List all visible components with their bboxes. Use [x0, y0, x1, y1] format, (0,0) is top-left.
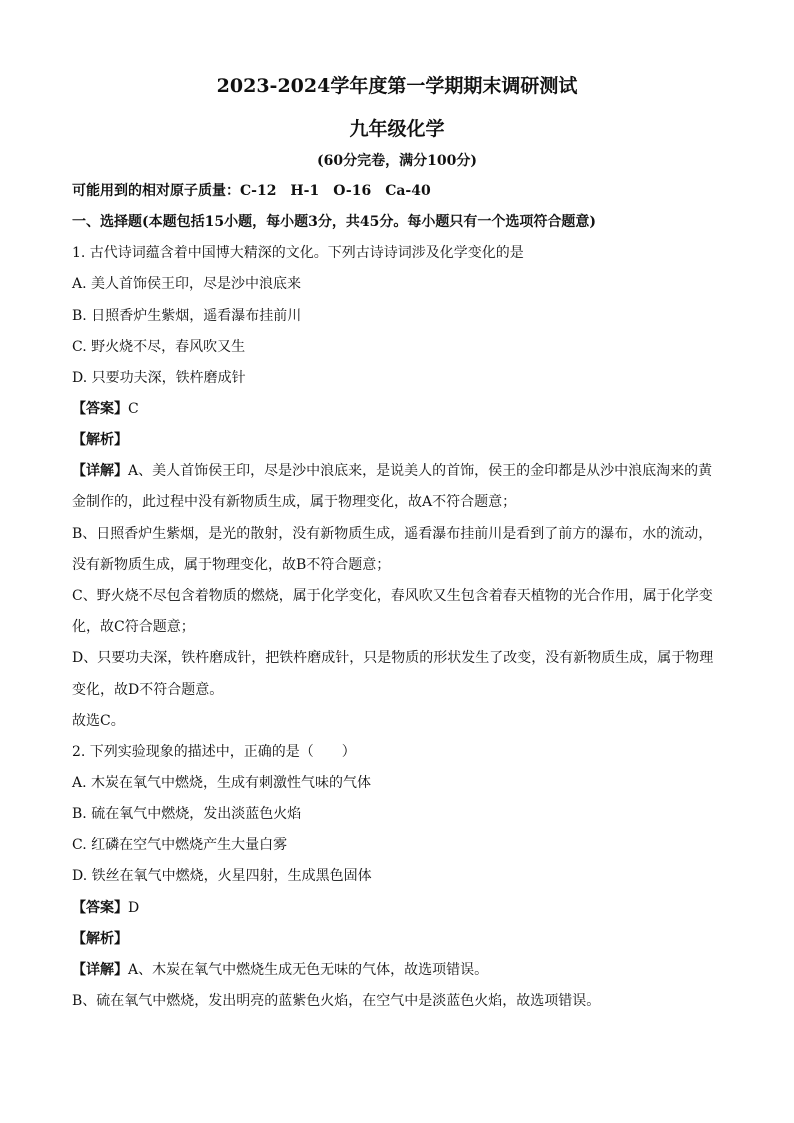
- question-1-detail-line: 化，故C符合题意；: [72, 619, 195, 635]
- question-1-detail-line: D、只要功夫深，铁杵磨成针，把铁杵磨成针，只是物质的形状发生了改变，没有新物质生成，属于物理: [72, 650, 714, 666]
- exam-info: (60分完卷，满分100分): [317, 153, 477, 169]
- question-2-option-b: B. 硫在氧气中燃烧，发出淡蓝色火焰: [72, 806, 302, 822]
- question-1-detail-line: C、野火烧不尽包含着物质的燃烧，属于化学变化，春风吹又生包含着春天植物的光合作用，属于化学变: [72, 588, 713, 604]
- question-2-answer: [72, 898, 139, 918]
- detail-tag: 【详解】: [72, 463, 128, 479]
- question-1-option-b: B. 日照香炉生紫烟，遥看瀑布挂前川: [72, 308, 302, 324]
- question-1-detail-line: B、日照香炉生紫烟，是光的散射，没有新物质生成，遥看瀑布挂前川是看到了前方的瀑布，水的流动，: [72, 526, 713, 542]
- answer-value: D: [128, 900, 140, 916]
- detail-text: A、美人首饰侯王印，尽是沙中浪底来，是说美人的首饰，侯王的金印都是从沙中浪底淘来的黄: [128, 463, 713, 479]
- question-1-option-a: A. 美人首饰侯王印，尽是沙中浪底来: [72, 276, 302, 292]
- section-title: 一、选择题(本题包括15小题，每小题3分，共45分。每小题只有一个选项符合题意): [72, 214, 596, 230]
- question-1-conclusion: 故选C。: [72, 713, 125, 729]
- question-1-option-c: C. 野火烧不尽，春风吹又生: [72, 339, 246, 355]
- question-1-option-d: D. 只要功夫深，铁杵磨成针: [72, 370, 246, 386]
- question-2-option-d: D. 铁丝在氧气中燃烧，火星四射，生成黑色固体: [72, 868, 372, 884]
- question-2-option-a: A. 木炭在氧气中燃烧，生成有刺激性气味的气体: [72, 775, 372, 791]
- question-1-detail-line: 变化，故D不符合题意。: [72, 682, 224, 698]
- question-2-stem: 2. 下列实验现象的描述中，正确的是（ ）: [72, 744, 356, 760]
- answer-tag: 【答案】: [72, 900, 128, 916]
- question-1-detail-line: [72, 461, 712, 481]
- question-2-analysis-tag: 【解析】: [72, 931, 128, 947]
- exam-subject: 九年级化学: [349, 118, 445, 140]
- detail-tag: 【详解】: [72, 962, 128, 978]
- atomic-mass-line: 可能用到的相对原子质量：C-12 H-1 O-16 Ca-40: [72, 183, 431, 199]
- exam-title: 2023-2024学年度第一学期期末调研测试: [216, 75, 578, 97]
- answer-tag: 【答案】: [72, 401, 128, 417]
- question-1-detail-line: 金制作的，此过程中没有新物质生成，属于物理变化，故A不符合题意；: [72, 494, 517, 510]
- question-2-option-c: C. 红磷在空气中燃烧产生大量白雾: [72, 837, 288, 853]
- question-2-detail-line: [72, 960, 488, 980]
- answer-value: C: [128, 401, 139, 417]
- question-1-detail-line: 没有新物质生成，属于物理变化，故B不符合题意；: [72, 557, 391, 573]
- question-1-analysis-tag: 【解析】: [72, 432, 128, 448]
- question-1-answer: [72, 399, 139, 419]
- question-1-stem: 1. 古代诗词蕴含着中国博大精深的文化。下列古诗诗词涉及化学变化的是: [72, 245, 524, 261]
- detail-text: A、木炭在氧气中燃烧生成无色无味的气体，故选项错误。: [128, 962, 489, 978]
- question-2-detail-line: B、硫在氧气中燃烧，发出明亮的蓝紫色火焰，在空气中是淡蓝色火焰，故选项错误。: [72, 993, 601, 1009]
